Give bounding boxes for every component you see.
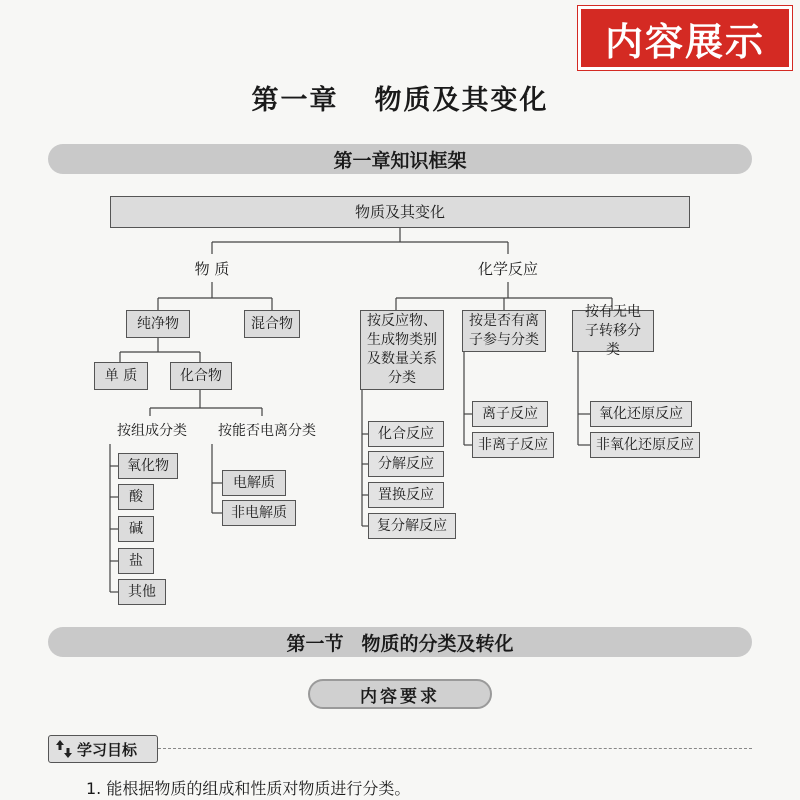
- learning-goal-item: 1. 能根据物质的组成和性质对物质进行分类。: [86, 779, 411, 798]
- map-other: 其他: [118, 579, 166, 605]
- learning-goals-text: 学习目标: [77, 740, 138, 759]
- map-displacement-reaction: 置换反应: [368, 482, 444, 508]
- map-combination-reaction: 化合反应: [368, 421, 444, 447]
- map-non-electrolyte: 非电解质: [222, 500, 296, 526]
- framework-title: 第一章知识框架: [48, 144, 752, 174]
- map-decomposition-reaction: 分解反应: [368, 451, 444, 477]
- content-requirements-header: 内容要求: [308, 679, 492, 709]
- section-number: 第一节: [286, 632, 344, 655]
- map-by-electron-transfer: 按有无电子转移分类: [572, 310, 654, 352]
- map-double-decomposition-reaction: 复分解反应: [368, 513, 456, 539]
- map-by-reactant-type: 按反应物、生成物类别及数量关系分类: [360, 310, 444, 390]
- map-non-ionic-reaction: 非离子反应: [472, 432, 554, 458]
- up-down-arrow-icon: [55, 738, 73, 760]
- map-matter: 物 质: [194, 259, 230, 278]
- map-reaction: 化学反应: [477, 259, 538, 278]
- map-non-redox-reaction: 非氧化还原反应: [590, 432, 700, 458]
- map-oxide: 氧化物: [118, 453, 178, 479]
- learning-goals-label: [48, 735, 158, 763]
- map-pure-substance: 纯净物: [126, 310, 190, 338]
- map-electrolyte: 电解质: [222, 470, 286, 496]
- content-showcase-badge: 内容展示: [578, 6, 792, 70]
- section-title: [48, 627, 752, 657]
- map-by-ionization: 按能否电离分类: [218, 422, 316, 439]
- map-root: 物质及其变化: [110, 196, 690, 228]
- map-redox-reaction: 氧化还原反应: [590, 401, 692, 427]
- chapter-name: 物质及其变化: [374, 85, 549, 116]
- goal-divider: [158, 748, 752, 749]
- map-by-composition: 按组成分类: [117, 422, 187, 439]
- map-compound: 化合物: [170, 362, 232, 390]
- map-acid: 酸: [118, 484, 154, 510]
- section-name: 物质的分类及转化: [361, 632, 514, 655]
- chapter-number: 第一章: [251, 85, 339, 116]
- map-ionic-reaction: 离子反应: [472, 401, 548, 427]
- map-element: 单 质: [94, 362, 148, 390]
- map-by-ion-participation: 按是否有离子参与分类: [462, 310, 546, 352]
- map-base: 碱: [118, 516, 154, 542]
- map-mixture: 混合物: [244, 310, 300, 338]
- map-salt: 盐: [118, 548, 154, 574]
